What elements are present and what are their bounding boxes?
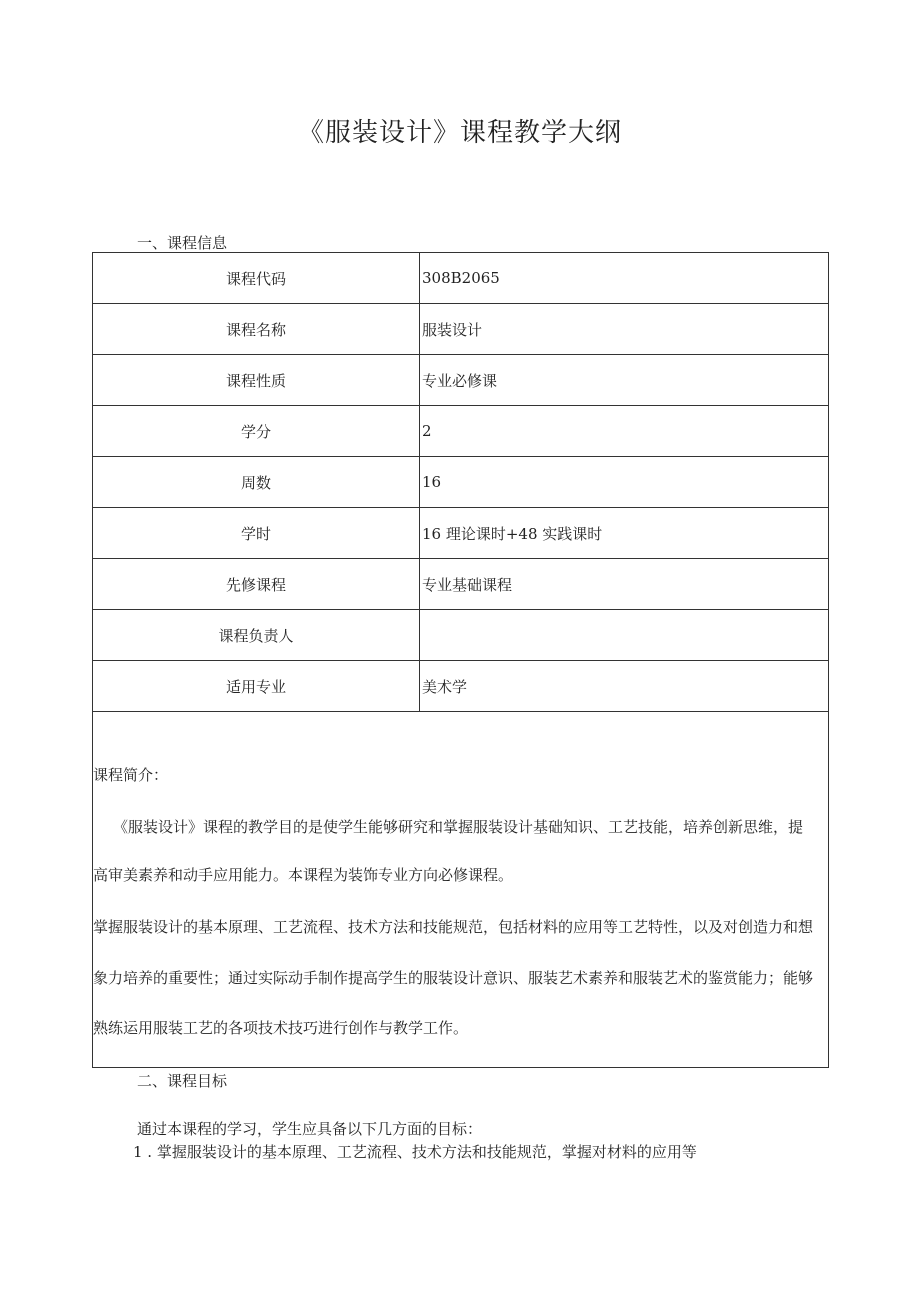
row-label: 课程名称 bbox=[93, 304, 420, 355]
table-row-course-name bbox=[93, 304, 829, 355]
table-row-weeks bbox=[93, 457, 829, 508]
row-value bbox=[420, 610, 829, 661]
course-intro-label: 课程简介： bbox=[93, 766, 169, 784]
row-value: 专业必修课 bbox=[420, 355, 829, 406]
table-row-applicable-major bbox=[93, 661, 829, 712]
section-heading-course-goals: 二、课程目标 bbox=[137, 1072, 228, 1090]
row-value: 16 bbox=[420, 457, 829, 508]
row-label: 适用专业 bbox=[93, 661, 420, 712]
row-label: 课程性质 bbox=[93, 355, 420, 406]
course-intro-box bbox=[92, 712, 829, 1068]
row-label: 先修课程 bbox=[93, 559, 420, 610]
table-row-course-nature bbox=[93, 355, 829, 406]
row-label: 学分 bbox=[93, 406, 420, 457]
table-row-course-lead bbox=[93, 610, 829, 661]
row-label: 课程负责人 bbox=[93, 610, 420, 661]
row-value: 16 理论课时+48 实践课时 bbox=[420, 508, 829, 559]
course-info-table bbox=[92, 252, 829, 712]
course-intro-line: 高审美素养和动手应用能力。本课程为装饰专业方向必修课程。 bbox=[93, 866, 514, 884]
table-row-credits bbox=[93, 406, 829, 457]
row-value: 美术学 bbox=[420, 661, 829, 712]
goals-intro-text: 通过本课程的学习，学生应具备以下几方面的目标： bbox=[137, 1120, 483, 1138]
row-value: 308B2065 bbox=[420, 253, 829, 304]
document-title: 《服装设计》课程教学大纲 bbox=[297, 118, 622, 148]
section-heading-course-info: 一、课程信息 bbox=[137, 234, 228, 252]
table-row-hours bbox=[93, 508, 829, 559]
table-row-prerequisites bbox=[93, 559, 829, 610]
row-value: 2 bbox=[420, 406, 829, 457]
goal-item: 1 . 掌握服装设计的基本原理、工艺流程、技术方法和技能规范，掌握对材料的应用等 bbox=[133, 1143, 697, 1161]
row-label: 周数 bbox=[93, 457, 420, 508]
table-row-course-code bbox=[93, 253, 829, 304]
row-label: 学时 bbox=[93, 508, 420, 559]
course-intro-line: 《服装设计》课程的教学目的是使学生能够研究和掌握服装设计基础知识、工艺技能，培养创新思维，提 bbox=[113, 818, 804, 836]
row-label: 课程代码 bbox=[93, 253, 420, 304]
row-value: 专业基础课程 bbox=[420, 559, 829, 610]
row-value: 服装设计 bbox=[420, 304, 829, 355]
course-intro-line: 熟练运用服装工艺的各项技术技巧进行创作与教学工作。 bbox=[93, 1019, 469, 1037]
course-intro-line: 掌握服装设计的基本原理、工艺流程、技术方法和技能规范，包括材料的应用等工艺特性，以及对创造力和想 bbox=[93, 918, 814, 936]
course-intro-line: 象力培养的重要性；通过实际动手制作提高学生的服装设计意识、服装艺术素养和服装艺术的鉴赏能力；能够 bbox=[93, 969, 814, 987]
